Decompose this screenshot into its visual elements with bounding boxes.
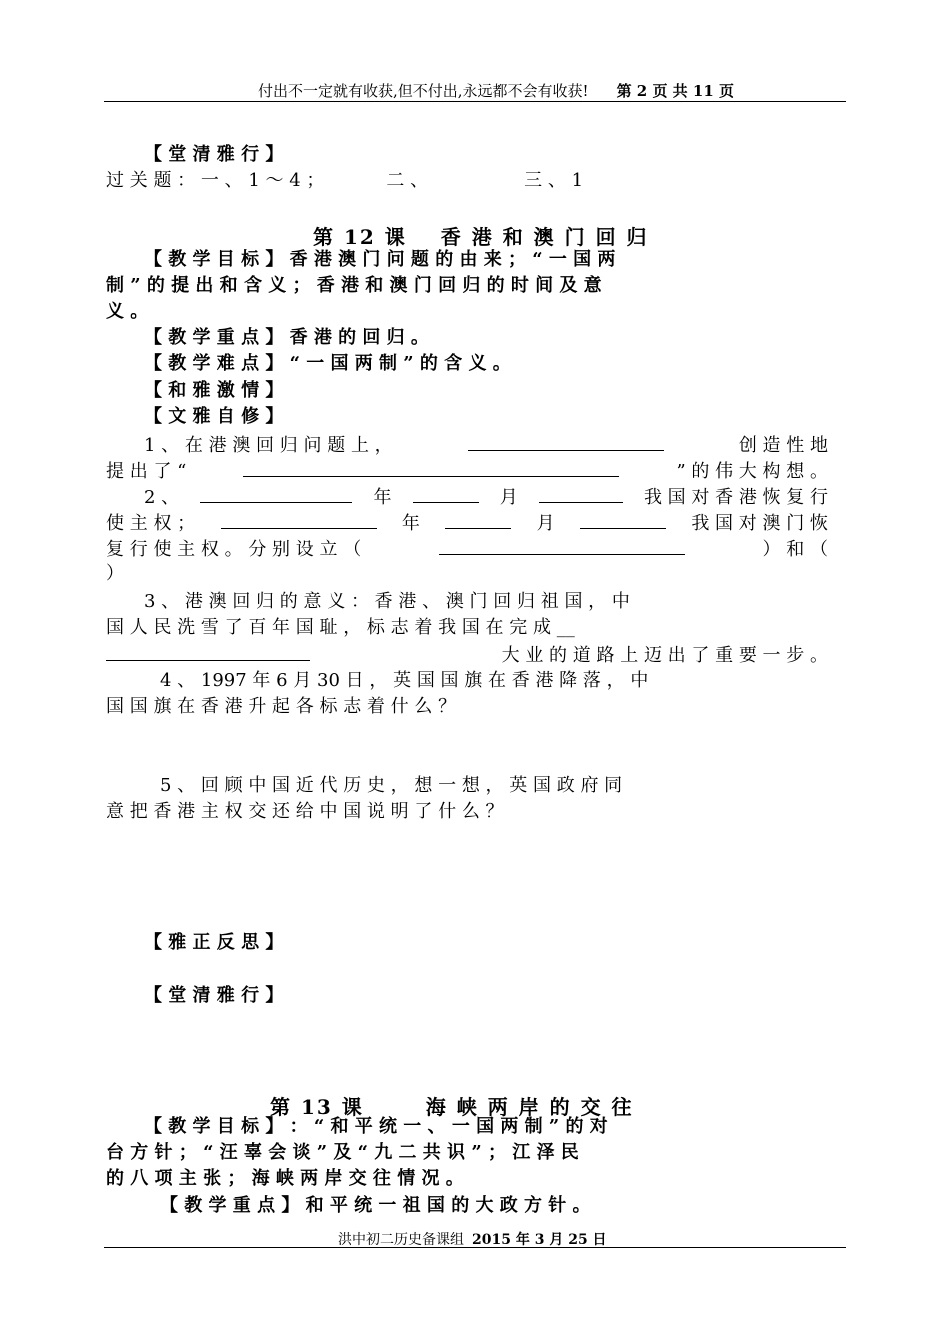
- lesson12-goal-3: 义 。: [106, 301, 149, 322]
- lesson13-goal-3: 的 八 项 主 张 ； 海 峡 两 岸 交 往 情 况 。: [106, 1168, 464, 1189]
- blank-hk-day[interactable]: [539, 486, 623, 503]
- header-rule: [104, 101, 846, 102]
- guoguan-line: 过 关 题 ： 一 、 1 ～ 4 ； 二 、 三 、 1: [106, 170, 584, 191]
- lesson12-title: 第 12 课 香 港 和 澳 门 回 归: [313, 225, 649, 249]
- question-2-line-3: 复 行 使 主 权 。 分 别 设 立 （ ） 和 （: [106, 539, 828, 560]
- question-1-line-1: 1 、 在 港 澳 回 归 问 题 上 ， 创 造 性 地: [144, 435, 828, 456]
- question-2-line-4: ）: [106, 563, 124, 584]
- blank-hk-month[interactable]: [413, 486, 479, 503]
- header-motto: 付出不一定就有收获,但不付出,永远都不会有收获!: [258, 82, 589, 100]
- footer-date: 2015 年 3 月 25 日: [472, 1232, 607, 1248]
- blank-sar-name[interactable]: [439, 538, 685, 555]
- question-4-line-2: 国 国 旗 在 香 港 升 起 各 标 志 着 什 么 ？: [106, 696, 457, 717]
- question-5-line-1: 5 、 回 顾 中 国 近 代 历 史 ， 想 一 想 ， 英 国 政 府 同: [160, 775, 623, 796]
- question-2-line-2: 使 主 权 ； 年 月 我 国 对 澳 门 恢: [106, 513, 828, 534]
- question-3-line-1: 3 、 港 澳 回 归 的 意 义 ： 香 港 、 澳 门 回 归 祖 国 ， 中: [144, 591, 630, 612]
- heya-heading: 【 和 雅 激 情 】: [144, 380, 284, 401]
- lesson12-key-point: 【 教 学 重 点 】 香 港 的 回 归 。: [144, 327, 429, 348]
- question-1-line-2: 提 出 了 “ ” 的 伟 大 构 想 。: [106, 461, 828, 482]
- blank-q1-person[interactable]: [468, 434, 664, 451]
- lesson13-title: 第 13 课 海 峡 两 岸 的 交 往: [270, 1095, 634, 1119]
- tangqing-heading-top: 【 堂 清 雅 行 】: [144, 144, 284, 165]
- page-header: [258, 80, 734, 101]
- blank-macau-day[interactable]: [580, 512, 666, 529]
- lesson12-goal-2: 制 ” 的 提 出 和 含 义 ； 香 港 和 澳 门 回 归 的 时 间 及 意: [106, 275, 602, 296]
- question-4-line-1: 4 、 1997 年 6 月 30 日 ， 英 国 国 旗 在 香 港 降 落 ， 中: [160, 670, 649, 691]
- blank-macau-month[interactable]: [445, 512, 511, 529]
- tangqing-heading: 【 堂 清 雅 行 】: [144, 985, 284, 1006]
- lesson12-difficult-point: 【 教 学 难 点 】 “ 一 国 两 制 ” 的 含 义 。: [144, 353, 511, 374]
- page-footer: [338, 1229, 607, 1249]
- page-number: 第 2 页 共 11 页: [616, 82, 735, 100]
- lesson13-goal-1: 【 教 学 目 标 】 ： “ 和 平 统 一 、 一 国 两 制 ” 的 对: [144, 1116, 608, 1137]
- yazheng-heading: 【 雅 正 反 思 】: [144, 932, 284, 953]
- blank-hk-year[interactable]: [200, 486, 352, 503]
- question-5-line-2: 意 把 香 港 主 权 交 还 给 中 国 说 明 了 什 么 ？: [106, 801, 504, 822]
- question-3-line-3: 大 业 的 道 路 上 迈 出 了 重 要 一 步 。: [106, 644, 828, 666]
- blank-q3-cause[interactable]: [106, 644, 310, 661]
- wenya-heading: 【 文 雅 自 修 】: [144, 406, 284, 427]
- lesson12-goal-1: 【 教 学 目 标 】 香 港 澳 门 问 题 的 由 来 ； “ 一 国 两: [144, 249, 616, 270]
- question-2-line-1: 2 、 年 月 我 国 对 香 港 恢 复 行: [144, 487, 828, 508]
- footer-group: 洪中初二历史备课组: [338, 1232, 464, 1248]
- lesson13-key-point: 【 教 学 重 点 】 和 平 统 一 祖 国 的 大 政 方 针 。: [160, 1195, 591, 1216]
- blank-macau-year[interactable]: [221, 512, 377, 529]
- blank-q1-concept[interactable]: [243, 460, 619, 477]
- question-3-line-2: 国 人 民 洗 雪 了 百 年 国 耻 ， 标 志 着 我 国 在 完 成 __: [106, 617, 575, 638]
- lesson13-goal-2: 台 方 针 ； “ 汪 辜 会 谈 ” 及 “ 九 二 共 识 ” ； 江 泽 民: [106, 1142, 579, 1163]
